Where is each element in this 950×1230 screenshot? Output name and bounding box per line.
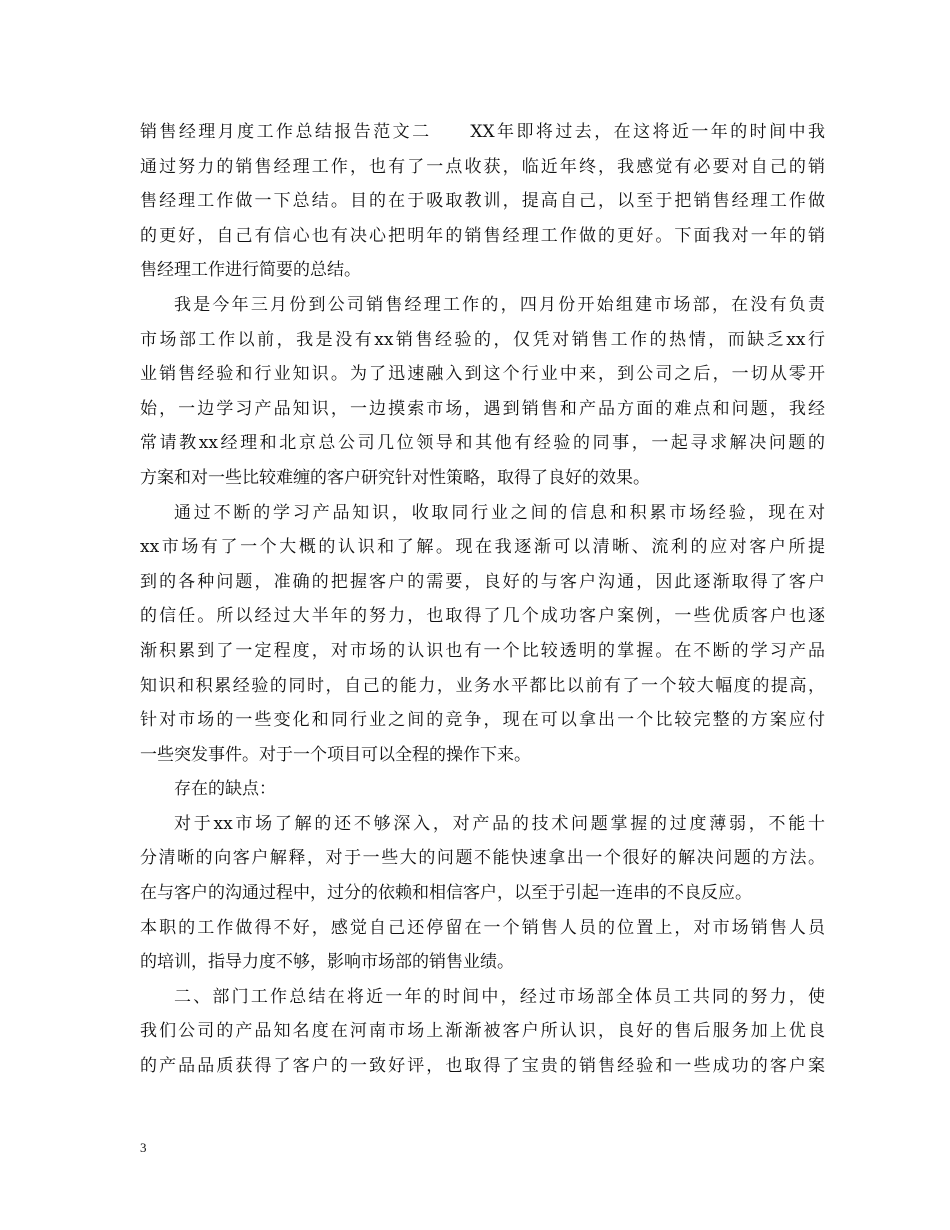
document-body (140, 115, 825, 1084)
text-line: 的产品品质获得了客户的一致好评，也取得了宝贵的销售经验和一些成功的客户案 (140, 1056, 825, 1077)
text-line: 的更好，自己有信心也有决心把明年的销售经理工作做的更好。下面我对一年的销 (140, 225, 825, 246)
text-line: 到的各种问题，准确的把握客户的需要，良好的与客户沟通，因此逐渐取得了客户 (140, 571, 825, 592)
text-line: 知识和积累经验的同时，自己的能力，业务水平都比以前有了一个较大幅度的提高， (140, 675, 825, 696)
text-line: 分清晰的向客户解释，对于一些大的问题不能快速拿出一个很好的解决问题的方法。 (140, 848, 825, 869)
text-line: 业销售经验和行业知识。为了迅速融入到这个行业中来，到公司之后，一切从零开 (140, 364, 825, 385)
text-line: 方案和对一些比较难缠的客户研究针对性策略，取得了良好的效果。 (140, 467, 650, 488)
text-line: xx市场有了一个大概的认识和了解。现在我逐渐可以清晰、流利的应对客户所提 (140, 537, 825, 558)
text-line: 始，一边学习产品知识，一边摸索市场，遇到销售和产品方面的难点和问题，我经 (140, 398, 825, 419)
page-number: 3 (140, 1140, 147, 1155)
text-line: 对于xx市场了解的还不够深入，对产品的技术问题掌握的过度薄弱，不能十 (174, 813, 825, 834)
text-line: 在与客户的沟通过程中，过分的依赖和相信客户，以至于引起一连串的不良反应。 (140, 883, 752, 904)
text-line: 通过不断的学习产品知识，收取同行业之间的信息和积累市场经验，现在对 (174, 502, 825, 523)
text-line: 销售经理月度工作总结报告范文二 XX年即将过去，在这将近一年的时间中我 (140, 122, 825, 142)
text-line: 常请教xx经理和北京总公司几位领导和其他有经验的同事，一起寻求解决问题的 (140, 433, 825, 454)
text-line: 渐积累到了一定程度，对市场的认识也有一个比较透明的掌握。在不断的学习产品 (140, 640, 825, 661)
text-line: 通过努力的销售经理工作，也有了一点收获，临近年终，我感觉有必要对自己的销 (140, 156, 825, 177)
text-line: 的培训，指导力度不够，影响市场部的销售业绩。 (140, 952, 514, 973)
text-line: 二、部门工作总结在将近一年的时间中，经过市场部全体员工共同的努力，使 (174, 986, 825, 1007)
text-line: 市场部工作以前，我是没有xx销售经验的，仅凭对销售工作的热情，而缺乏xx行 (140, 329, 825, 350)
text-line: 本职的工作做得不好，感觉自己还停留在一个销售人员的位置上，对市场销售人员 (140, 917, 825, 938)
text-line: 我是今年三月份到公司销售经理工作的，四月份开始组建市场部，在没有负责 (174, 294, 825, 315)
section-heading: 存在的缺点： (174, 779, 276, 800)
text-line: 针对市场的一些变化和同行业之间的竞争，现在可以拿出一个比较完整的方案应付 (140, 710, 825, 731)
text-line: 售经理工作做一下总结。目的在于吸取教训，提高自己，以至于把销售经理工作做 (140, 191, 825, 212)
text-line: 的信任。所以经过大半年的努力，也取得了几个成功客户案例，一些优质客户也逐 (140, 606, 825, 627)
text-line: 售经理工作进行简要的总结。 (140, 260, 361, 281)
text-line: 我们公司的产品知名度在河南市场上渐渐被客户所认识，良好的售后服务加上优良 (140, 1021, 825, 1042)
text-line: 一些突发事件。对于一个项目可以全程的操作下来。 (140, 744, 531, 765)
